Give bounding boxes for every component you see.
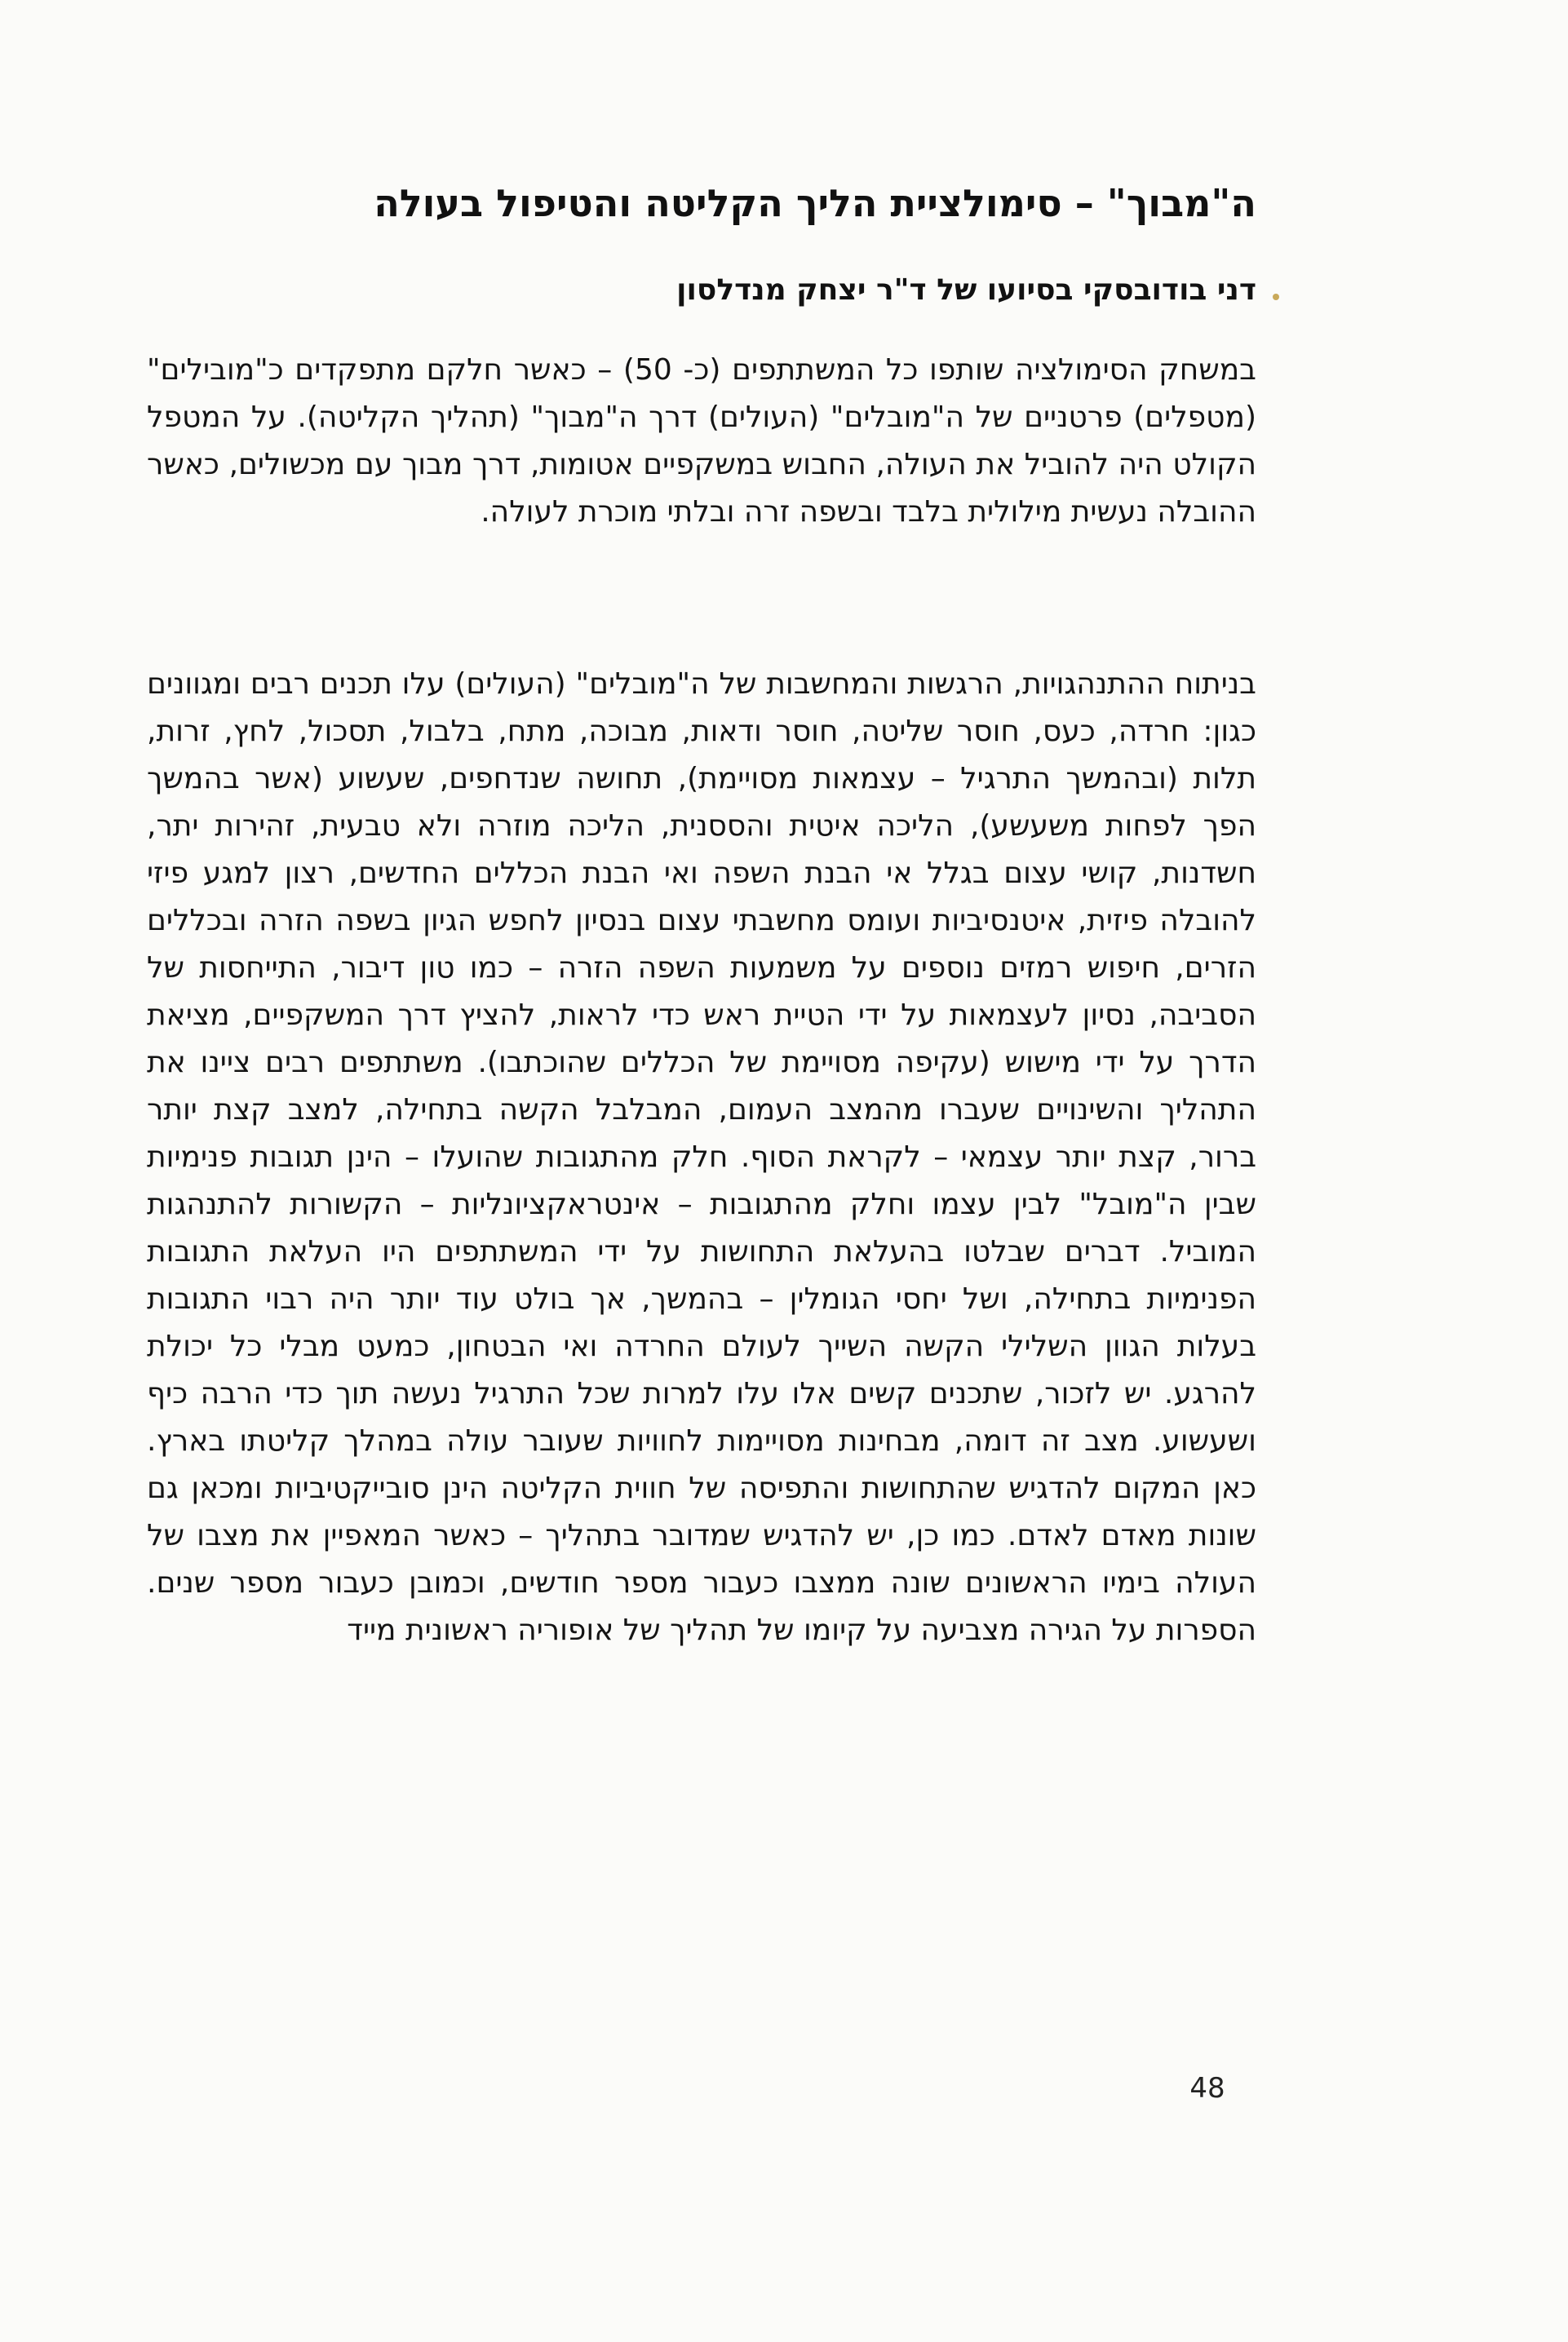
page-title: ה"מבוך" – סימולציית הליך הקליטה והטיפול בעולה — [374, 181, 1256, 225]
ink-spot — [1273, 294, 1279, 300]
page-number: 48 — [1189, 2072, 1225, 2105]
paragraph-1: במשחק הסימולציה שותפו כל המשתתפים (כ- 50) – כאשר חלקם מתפקדים כ"מובילים" (מטפלים) פרטניים של ה"מובלים" (העולים) דרך ה"מבוך" (תהליך הקליטה). על המטפל הקולט היה להוביל את העולה, החבוש במשקפיים אטומות, דרך מבוך עם מכשולים, כאשר ההובלה נעשית מילולית בלבד ובשפה זרה ובלתי מוכרת לעולה. — [147, 353, 1256, 529]
author-byline: דני בודובסקי בסיועו של ד"ר יצחק מנדלסון — [676, 273, 1256, 307]
paragraph-2: בניתוח ההתנהגויות, הרגשות והמחשבות של ה"מובלים" (העולים) עלו תכנים רבים ומגוונים כגון: חרדה, כעס, חוסר שליטה, חוסר ודאות, מבוכה, מתח, בלבול, תסכול, לחץ, זרות, תלות (ובהמשך התרגיל – עצמאות מסויימת), תחושה שנדחפים, שעשוע (אשר בהמשך הפך לפחות משעשע), הליכה איטית והססנית, הליכה מוזרה ולא טבעית, זהירות יתר, חשדנות, קושי עצום בגלל אי הבנת השפה ואי הבנת הכללים החדשים, רצון למגע פיזי להובלה פיזית, איטנסיביות ועומס מחשבתי עצום בנסיון לחפש הגיון בשפה הזרה ובכללים הזרים, חיפוש רמזים נוספים על משמעות השפה הזרה – כמו טון דיבור, התייחסות של הסביבה, נסיון לעצמאות על ידי הטיית ראש כדי לראות, להציץ דרך המשקפיים, מציאת הדרך על ידי מישוש (עקיפה מסויימת של הכללים שהוכתבו). משתתפים רבים ציינו את התהליך והשינויים שעברו מהמצב העמום, המבלבל הקשה בתחילה, למצב קצת יותר ברור, קצת יותר עצמאי – לקראת הסוף. חלק מהתגובות שהועלו – הינן תגובות פנימיות שבין ה"מובל" לבין עצמו וחלק מהתגובות – אינטראקציונליות – הקשורות להתנהגות המוביל. דברים שבלטו בהעלאת התחושות על ידי המשתתפים היו העלאת התגובות הפנימיות בתחילה, ושל יחסי הגומלין – בהמשך, אך בולט עוד יותר היה רבוי התגובות בעלות הגוון השלילי הקשה השייך לעולם החרדה ואי הבטחון, כמעט מבלי כל יכולת להרגע. יש לזכור, שתכנים קשים אלו עלו למרות שכל התרגיל נעשה תוך כדי הרבה כיף ושעשוע. מצב זה דומה, מבחינות מסויימות לחוויות שעובר עולה במהלך קליטתו בארץ. כאן המקום להדגיש שהתחושות והתפיסה של חווית הקליטה הינן סובייקטיביות ומכאן גם שונות מאדם לאדם. כמו כן, יש להדגיש שמדובר בתהליך – כאשר המאפיין את מצבו של העולה בימיו הראשונים שונה ממצבו כעבור מספר חודשים, וכמובן כעבור מספר שנים. הספרות על הגירה מצביעה על קיומו של תהליך של אופוריה ראשונית מייד — [147, 667, 1256, 1647]
